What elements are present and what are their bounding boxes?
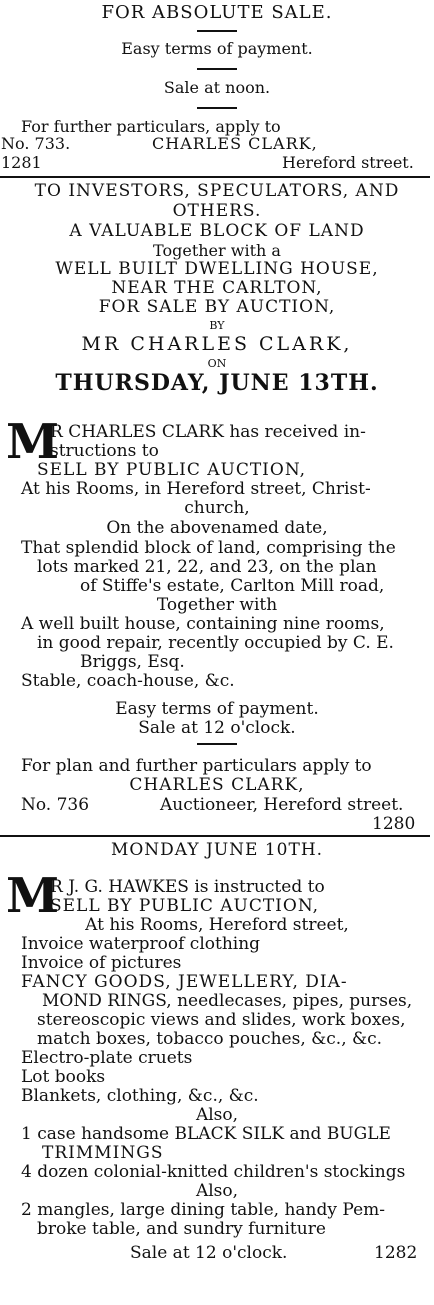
ad1-sale-time: Sale at noon. [163,78,271,97]
ad3-body-line: FANCY GOODS, JEWELLERY, DIA- [21,972,348,992]
ad2-headline: WELL BUILT DWELLING HOUSE, [55,259,379,279]
ad2-headline: FOR SALE BY AUCTION, [98,297,336,317]
ad2-headline: Together with a [153,241,281,260]
ad2-address: Auctioneer, Hereford street. [160,795,404,815]
ad3-body-line: Invoice of pictures [21,953,182,973]
ad3-body-line: stereoscopic views and slides, work boxes, [37,1010,406,1030]
ad1-title: FOR ABSOLUTE SALE. [101,2,333,23]
ad2-body-line: Briggs, Esq. [80,652,185,672]
ad2-body-line: That splendid block of land, comprising the [21,538,396,558]
ad3-body-line: Electro-plate cruets [21,1048,193,1068]
ad2-body-line: R CHARLES CLARK has received in- [50,422,366,442]
ad2-headline: A VALUABLE BLOCK OF LAND [69,221,365,241]
ad2-body-line: Stable, coach-house, &c. [21,671,235,691]
ad2-headline: MR CHARLES CLARK, [81,333,353,355]
ad3-body-line: 4 dozen colonial-knitted children's stockings [21,1162,406,1182]
ad3-body-line: Lot books [21,1067,106,1087]
ad1-ref: No. 733. [1,134,71,153]
ad3-date: MONDAY JUNE 10TH. [110,840,324,860]
ad2-code: 1280 [372,814,416,834]
section-divider [0,835,430,837]
ad2-body-line: of Stiffe's estate, Carlton Mill road, [80,576,385,596]
ad2-body-line: in good repair, recently occupied by C. E. [37,633,394,653]
ad3-body-line: broke table, and sundry furniture [37,1219,326,1239]
ad3-body-line: TRIMMINGS [42,1143,164,1163]
divider [197,68,237,70]
ad2-body-line: A well built house, containing nine rooms, [21,614,385,634]
ad1-terms: Easy terms of payment. [121,39,313,58]
divider [197,30,237,32]
ad2-sale-time: Sale at 12 o'clock. [138,718,296,738]
ad2-body-line: SELL BY PUBLIC AUCTION, [37,460,307,480]
ad3-footer-row [0,1245,434,1265]
ad2-body-line: lots marked 21, 22, and 23, on the plan [37,557,377,577]
ad2-ref: No. 736 [21,795,90,815]
ad2-dropcap: M [6,414,60,470]
ad1-code: 1281 [1,153,42,172]
ad2-signature-row [0,797,434,817]
ad2-particulars: For plan and further particulars apply to [21,756,372,776]
ad1-address: Hereford street. [282,153,414,172]
ad2-headline: TO INVESTORS, SPECULATORS, AND [34,181,400,201]
ad2-auctioneer: CHARLES CLARK, [129,775,305,795]
ad3-body-line: Invoice waterproof clothing [21,934,261,954]
ad3-body-line: Also, [195,1181,239,1201]
ad2-body-line: church, [184,498,250,518]
ad3-body-line: MOND RINGS, needlecases, pipes, purses, [42,991,413,1011]
ad3-body-line: 2 mangles, large dining table, handy Pem- [21,1200,385,1220]
ad3-body-line: Also, [195,1105,239,1125]
ad1-particulars: For further particulars, apply to [21,117,281,136]
ad2-body-line: Together with [156,595,278,615]
ad1-footer-row [0,155,434,175]
ad2-headline: NEAR THE CARLTON, [111,278,323,298]
ad1-auctioneer: CHARLES CLARK, [152,134,318,153]
ad3-body-line: R J. G. HAWKES is instructed to [50,877,325,897]
ad2-body-line: structions to [50,441,159,461]
ad2-body-line: At his Rooms, in Hereford street, Christ- [21,479,371,499]
ad2-date: THURSDAY, JUNE 13TH. [55,370,379,396]
divider [197,743,237,745]
ad3-dropcap: M [6,868,60,924]
ad3-body-line: SELL BY PUBLIC AUCTION, [50,896,320,916]
divider [197,107,237,109]
ad2-terms: Easy terms of payment. [115,699,319,719]
ad3-sale-time: Sale at 12 o'clock. [130,1243,288,1263]
ad2-body-line: On the abovenamed date, [106,518,328,538]
ad2-headline: BY [209,319,225,332]
ad2-headline: ON [207,357,227,370]
ad3-code: 1282 [374,1243,418,1263]
ad3-body-line: Blankets, clothing, &c., &c. [21,1086,259,1106]
ad2-headline: OTHERS. [172,201,262,221]
ad3-body-line: 1 case handsome BLACK SILK and BUGLE [21,1124,391,1144]
ad3-body-line: At his Rooms, Hereford street, [85,915,349,935]
section-divider [0,176,430,178]
ad3-body-line: match boxes, tobacco pouches, &c., &c. [37,1029,383,1049]
